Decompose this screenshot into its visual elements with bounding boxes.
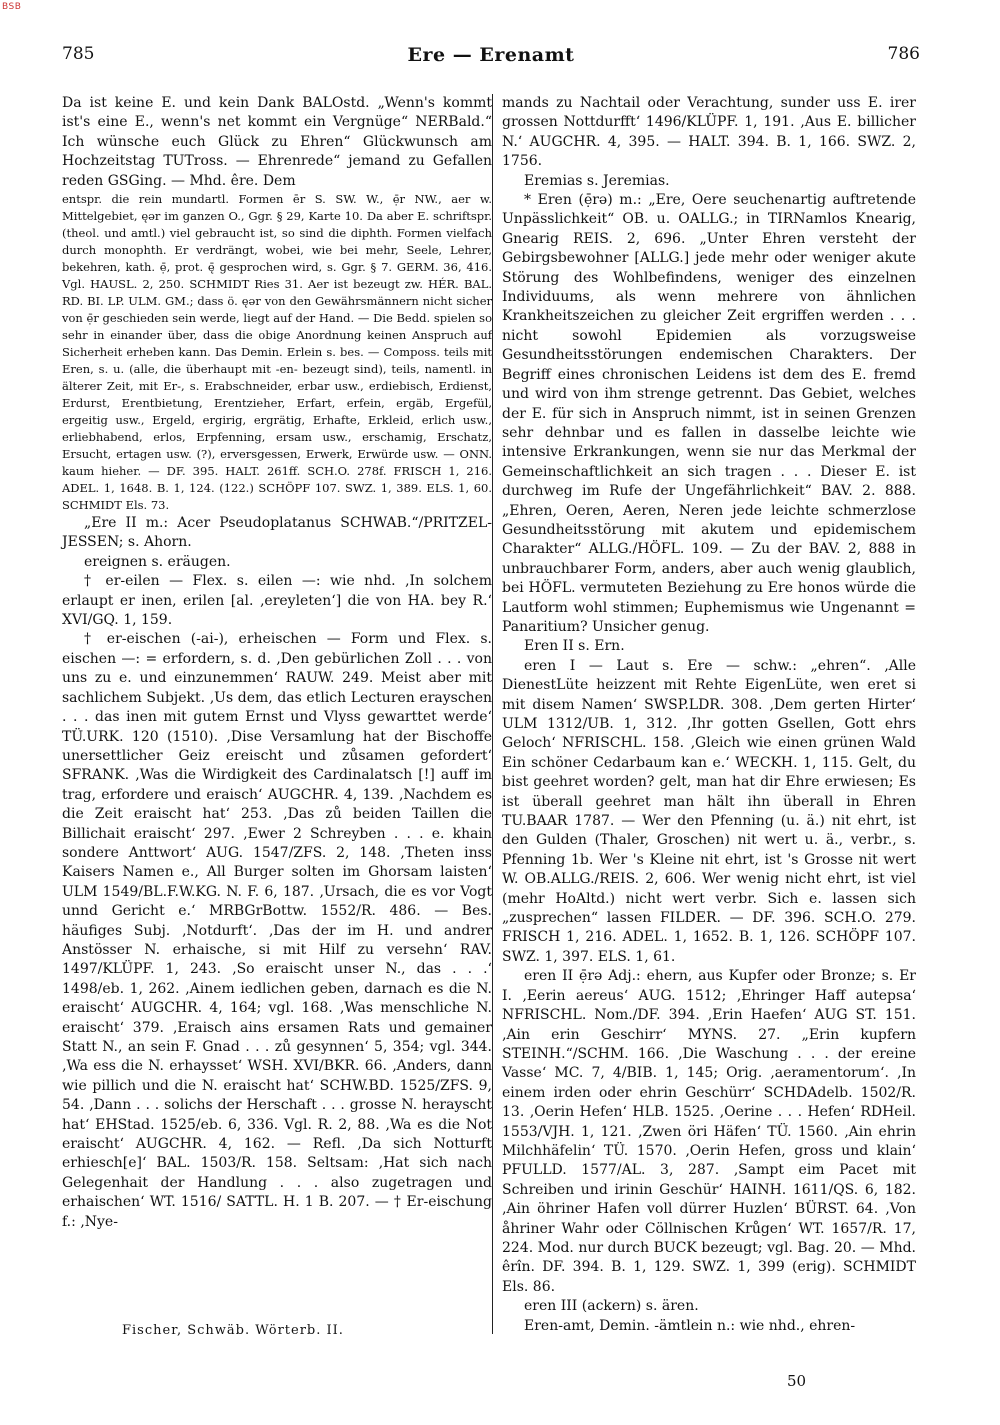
entry-eremias: Eremias s. Jeremias. [524, 172, 670, 189]
entry-eren-amt: Eren-amt, Demin. -ämtlein n.: wie nhd., ehren- [524, 1317, 856, 1334]
page-header [62, 44, 920, 74]
right-column [502, 94, 916, 1336]
page-number-left: 785 [62, 44, 95, 64]
page-number-right: 786 [887, 44, 920, 64]
entry-er-eilen: † er-eilen — Flex. s. eilen —: wie nhd. ‚In solchem erlaupt er inen, erilen [al. ‚ereyleten‘] die von HA. bey R.‘ XVI/GQ. 1, 159. [62, 573, 492, 629]
library-stamp: BSB [2, 2, 22, 12]
entry-ere-examples: Da ist keine E. und kein Dank BALOstd. „Wenn's kommt ist's eine E., wenn's net kommt ein Vergnüge“ NERBald.“ Ich wünsche euch Glück zu Ehren“ Glückwunsch am Hochzeitstag TUTross. — Ehrenrede“ jemand zu Gefallen reden GSGing. — Mhd. êre. Dem [62, 95, 492, 189]
entry-eren-iii: eren III (ackern) s. ären. [524, 1298, 699, 1315]
entry-eren-i-verb: eren I — Laut s. Ere — schw.: „ehren“. ‚Alle DienestLüte heizzent mit Rehte EigenLüte, wen eret si mit disem Namen‘ SWSP.LDR. 308. ‚Dem gerten Hirter‘ ULM 1312/UB. 1, 312. ‚Ihr gotten Gsellen, Gott ehrs Geloch‘ NFRISCHL. 158. ‚Gleich wie einen grünen Wald Ein schöner Cedarbaum kan e.‘ WECKH. 1, 115. Gelt, du bist geehret worden? gelt, man hat dir Ehre erwiesen; Es ist überall geehret man hält ihn überall in Ehren TU.BAAR 1787. — Wer den Pfenning (u. ä.) nit ehrt, ist den Gulden (Thaler, Groschen) nit wert u. ä., verbr., s. Pfenning 1b. Wer 's Kleine nit ehrt, ist 's Grosse nit wert W. OB.ALLG./REIS. 2, 606. Wer wenig nicht ehrt, ist viel (mehr HoAltd.) nicht wert verbr. Sich e. lassen sich „zusprechen“ lassen FILDER. — DF. 396. SCH.O. 279. FRISCH 1, 216. ADEL. 1, 1652. B. 1, 126. SCHÖPF 107. SWZ. 1, 397. ELS. 1, 61. [502, 657, 916, 965]
signature-line: Fischer, Schwäb. Wörterb. II. [122, 1323, 344, 1338]
entry-eren-ii-adj: eren II ẹ̄rə Adj.: ehern, aus Kupfer oder Bronze; s. Er I. ‚Eerin aereus‘ AUG. 1512; ‚Ehringer Haff autepsa‘ NFRISCHL. Nom./DF. 394. ‚Erin Haefen‘ AUG ST. 151. ‚Ain erin Geschirr‘ MYNS. 27. „Erin kupfern STEINH.“/SCHM. 166. ‚Die Waschung . . . der ereine Vasse‘ MC. 7, 4/BIB. 1, 145; Orig. ‚aeramentorum‘. ‚In einem irden oder ehrin Geschürr‘ SCHDAdelb. 1502/R. 13. ‚Oerin Hefen‘ HLB. 1525. ‚Oerine . . . Hefen‘ RDHeil. 1553/VJH. 1, 121. ‚Zwen öri Häfen‘ TÜ. 1560. ‚Ain ehrin Milchhäfelin‘ TÜ. 1570. ‚Oerin Hefen, gross und klain‘ PFULLD. 1577/AL. 3, 287. ‚Sampt eim Pacet mit Schreiben und irinin Geschür‘ HAINH. 1611/QS. 6, 182. ‚Ain öhriner Hafen voll dürrer Huzlen‘ BÜRST. 64. ‚Von åhriner Wahr oder Cöllnischen Krůgen‘ WT. 1657/R. 17, 224. Mod. nur durch BUCK bezeugt; vgl. Bag. 20. — Mhd. êrîn. DF. 394. B. 1, 129. SWZ. 1, 399 (erig). SCHMIDT Els. 86. [502, 968, 916, 1295]
entry-ere-notes: entspr. die rein mundartl. Formen ēr S. SW. W., ẹ̄r NW., aer w. Mittelgebiet, ęər im ganzen O., Ggr. § 29, Karte 10. Da aber E. schriftspr. (theol. und amtl.) viel gebraucht ist, so sind die diphth. Formen vielfach durch monophth. Er verdrängt, wobei, wie bei mehr, Seele, Lehrer, bekehren, kath. ẹ̄, prot. ę̄ gesprochen wird, s. Ggr. § 7. GERM. 36, 416. Vgl. HAUSL. 2, 250. SCHMIDT Ries 31. Aer ist bezeugt zw. HÉR. BAL. RD. BI. LP. ULM. GM.; dass ö. ęər von den Gewährsmännern nicht sicher von ẹ̄r geschieden sein werde, liegt auf der Hand. — Die Bedd. spielen so sehr in einander über, dass die obige Anordnung keinen Anspruch auf Sicherheit erheben kann. Das Demin. Erlein s. bes. — Composs. teils mit Eren, s. u. (alle, die überhaupt mit -en- bezeugt sind), teils, namentl. in älterer Zeit, mit Er-, s. Erabschneider, erbar usw., erdiebisch, Erdienst, Erdurst, Erentbietung, Erentzieher, Erfart, erfein, ergäb, Ergefül, ergeitig usw., Ergeld, ergirig, ergrätig, Erhafte, Erkleid, erlich usw., erliebhabend, erlos, Erpfenning, ersam usw., erschamig, Erschatz, Ersucht, ertagen usw. (?), erversgessen, Erwerk, Erwürde usw. — ONN. kaum hieher. — DF. 395. HALT. 261ff. SCH.O. 278f. FRISCH 1, 216. ADEL. 1, 1648. B. 1, 124. (122.) SCHÖPF 107. SWZ. 1, 389. ELS. 1, 60. SCHMIDT Els. 73. [62, 192, 492, 513]
entry-er-eischung-cont: mands zu Nachtail oder Verachtung, sunder uss E. irer grossen Nottdurfft‘ 1496/KLÜPF. 1, 191. ‚Aus E. billicher N.‘ AUGCHR. 4, 395. — HALT. 394. B. 1, 166. SWZ. 2, 1756. [502, 95, 916, 170]
sheet-number: 50 [787, 1372, 807, 1390]
entry-eren-ii: Eren II s. Ern. [524, 638, 625, 655]
entry-eren-m: * Eren (ẹ̄rə) m.: „Ere, Oere seuchenartig auftretende Unpässlichkeit“ OB. u. OALLG.; in TIRNamlos Knearig, Gnearig REIS. 2, 696. „Unter Ehren versteht der Gebirgsbewohner [ALLG.] jede mehr oder weniger akute Störung des Wohlbefindens, weniger des einzelnen Individuums, als wenn mehrere von ähnlichen Krankheitszeichen zu gleicher Zeit ergriffen werden . . . nicht sowohl Epidemien als vorzugsweise Gesundheitsstörungen endemischen Charakters. Der Begriff eines chronischen Leidens ist dem des E. fremd und wird von ihm strenge getrennt. Das Gebiet, welches der E. für sich in Anspruch nimmt, ist in seinen Grenzen sehr dehnbar und es fallen in dasselbe leichte wie intensive Erkrankungen, wenn sie nur das Merkmal der Gemeinschaftlichkeit an sich tragen . . . Dieser E. ist durchweg im Rufe der Ungefährlichkeit“ BAV. 2. 888. „Ehren, Oeren, Aeren, Neren jede leichte schmerzlose Gesundheitsstörung mit akutem und epidemischem Charakter“ ALLG./HÖFL. 109. — Zu der BAV. 2, 888 in unbrauchbarer Form, anders, aber auch wenig glaublich, bei HÖFL. vermuteten Beziehung zu Ere honos würde die Lautform wohl stimmen; Euphemismus wie Ungenannt = Panaritium? Unsicher genug. [502, 192, 916, 635]
entry-ereignen: ereignen s. eräugen. [84, 553, 231, 570]
column-divider [492, 94, 493, 1334]
running-headword: Ere — Erenamt [407, 44, 575, 66]
entry-ere-ii: „Ere II m.: Acer Pseudoplatanus SCHWAB.“/PRITZEL-JESSEN; s. Ahorn. [62, 515, 492, 551]
entry-er-eischen: † er-eischen (-ai-), erheischen — Form und Flex. s. eischen —: = erfordern, s. d. ‚Den gebürlichen Zoll . . . von uns zu e. und einzunemmen‘ RAUW. 249. Meist aber mit sachlichem Subjekt. ‚Us dem, das etlich Lecturen erayschen . . . das inen mit gutem Ernst und Vlyss gewarttet werde‘ TÜ.URK. 120 (1510). ‚Dise Versamlung hat der Bischoffe unersettlicher Geiz ereischt und zůsamen gefordert‘ SFRANK. ‚Was die Wirdigkeit des Cardinalatsch [!] auff im trag, erfordere und eraisch‘ AUGCHR. 4, 139. ‚Nachdem es die Zeit eraischt hat‘ 253. ‚Das zů beiden Taillen die Billichait eraischt‘ 297. ‚Ewer 2 Schreyben . . . e. khain sondere Anttwort‘ AUG. 1547/ZFS. 2, 148. ‚Theten inss Kaisers Namen e., All Burger solten im Ghorsam laisten‘ ULM 1549/BL.F.W.KG. N. F. 6, 187. ‚Ursach, die es vor Vogt unnd Gericht e.‘ MRBGrBottw. 1552/R. 486. — Bes. häufiges Subj. ‚Notdurft‘. ‚Das der im H. und andrer Anstösser N. erhaische, si mit Hilf zu versehn‘ RAV. 1497/KLÜPF. 1, 243. ‚So eraischt unser N., das . . .‘ 1498/eb. 1, 262. ‚Ainem iedlichen geben, darnach es die N. eraischt‘ AUGCHR. 4, 164; vgl. 168. ‚Was menschliche N. eraischt‘ 379. ‚Eraisch ains ersamen Rats und gemainer Statt N., an sein F. Gnad . . . zů gesynnen‘ 5, 354; vgl. 344. ‚Wa ess die N. erhaysset‘ WSH. XVI/BKR. 66. ‚Anders, dann wie pillich und die N. eraischt hat‘ SCHW.BD. 1525/ZFS. 9, 54. ‚Dann . . . solichs der Herschaft . . . grosse N. herayscht hat‘ EHStad. 1525/eb. 6, 336. Vgl. R. 2, 88. ‚Wa es die Not eraischt‘ AUGCHR. 4, 162. — Refl. ‚Da sich Notturft erhiesch[e]‘ BAL. 1503/R. 158. Seltsam: ‚Hat sich nach Gelegenhait der Handlung . . . also zugetragen und erhaischen‘ WT. 1516/ SATTL. H. 1 B. 207. — † Er-eischung f.: ‚Nye- [62, 631, 492, 1230]
left-column [62, 94, 492, 1232]
